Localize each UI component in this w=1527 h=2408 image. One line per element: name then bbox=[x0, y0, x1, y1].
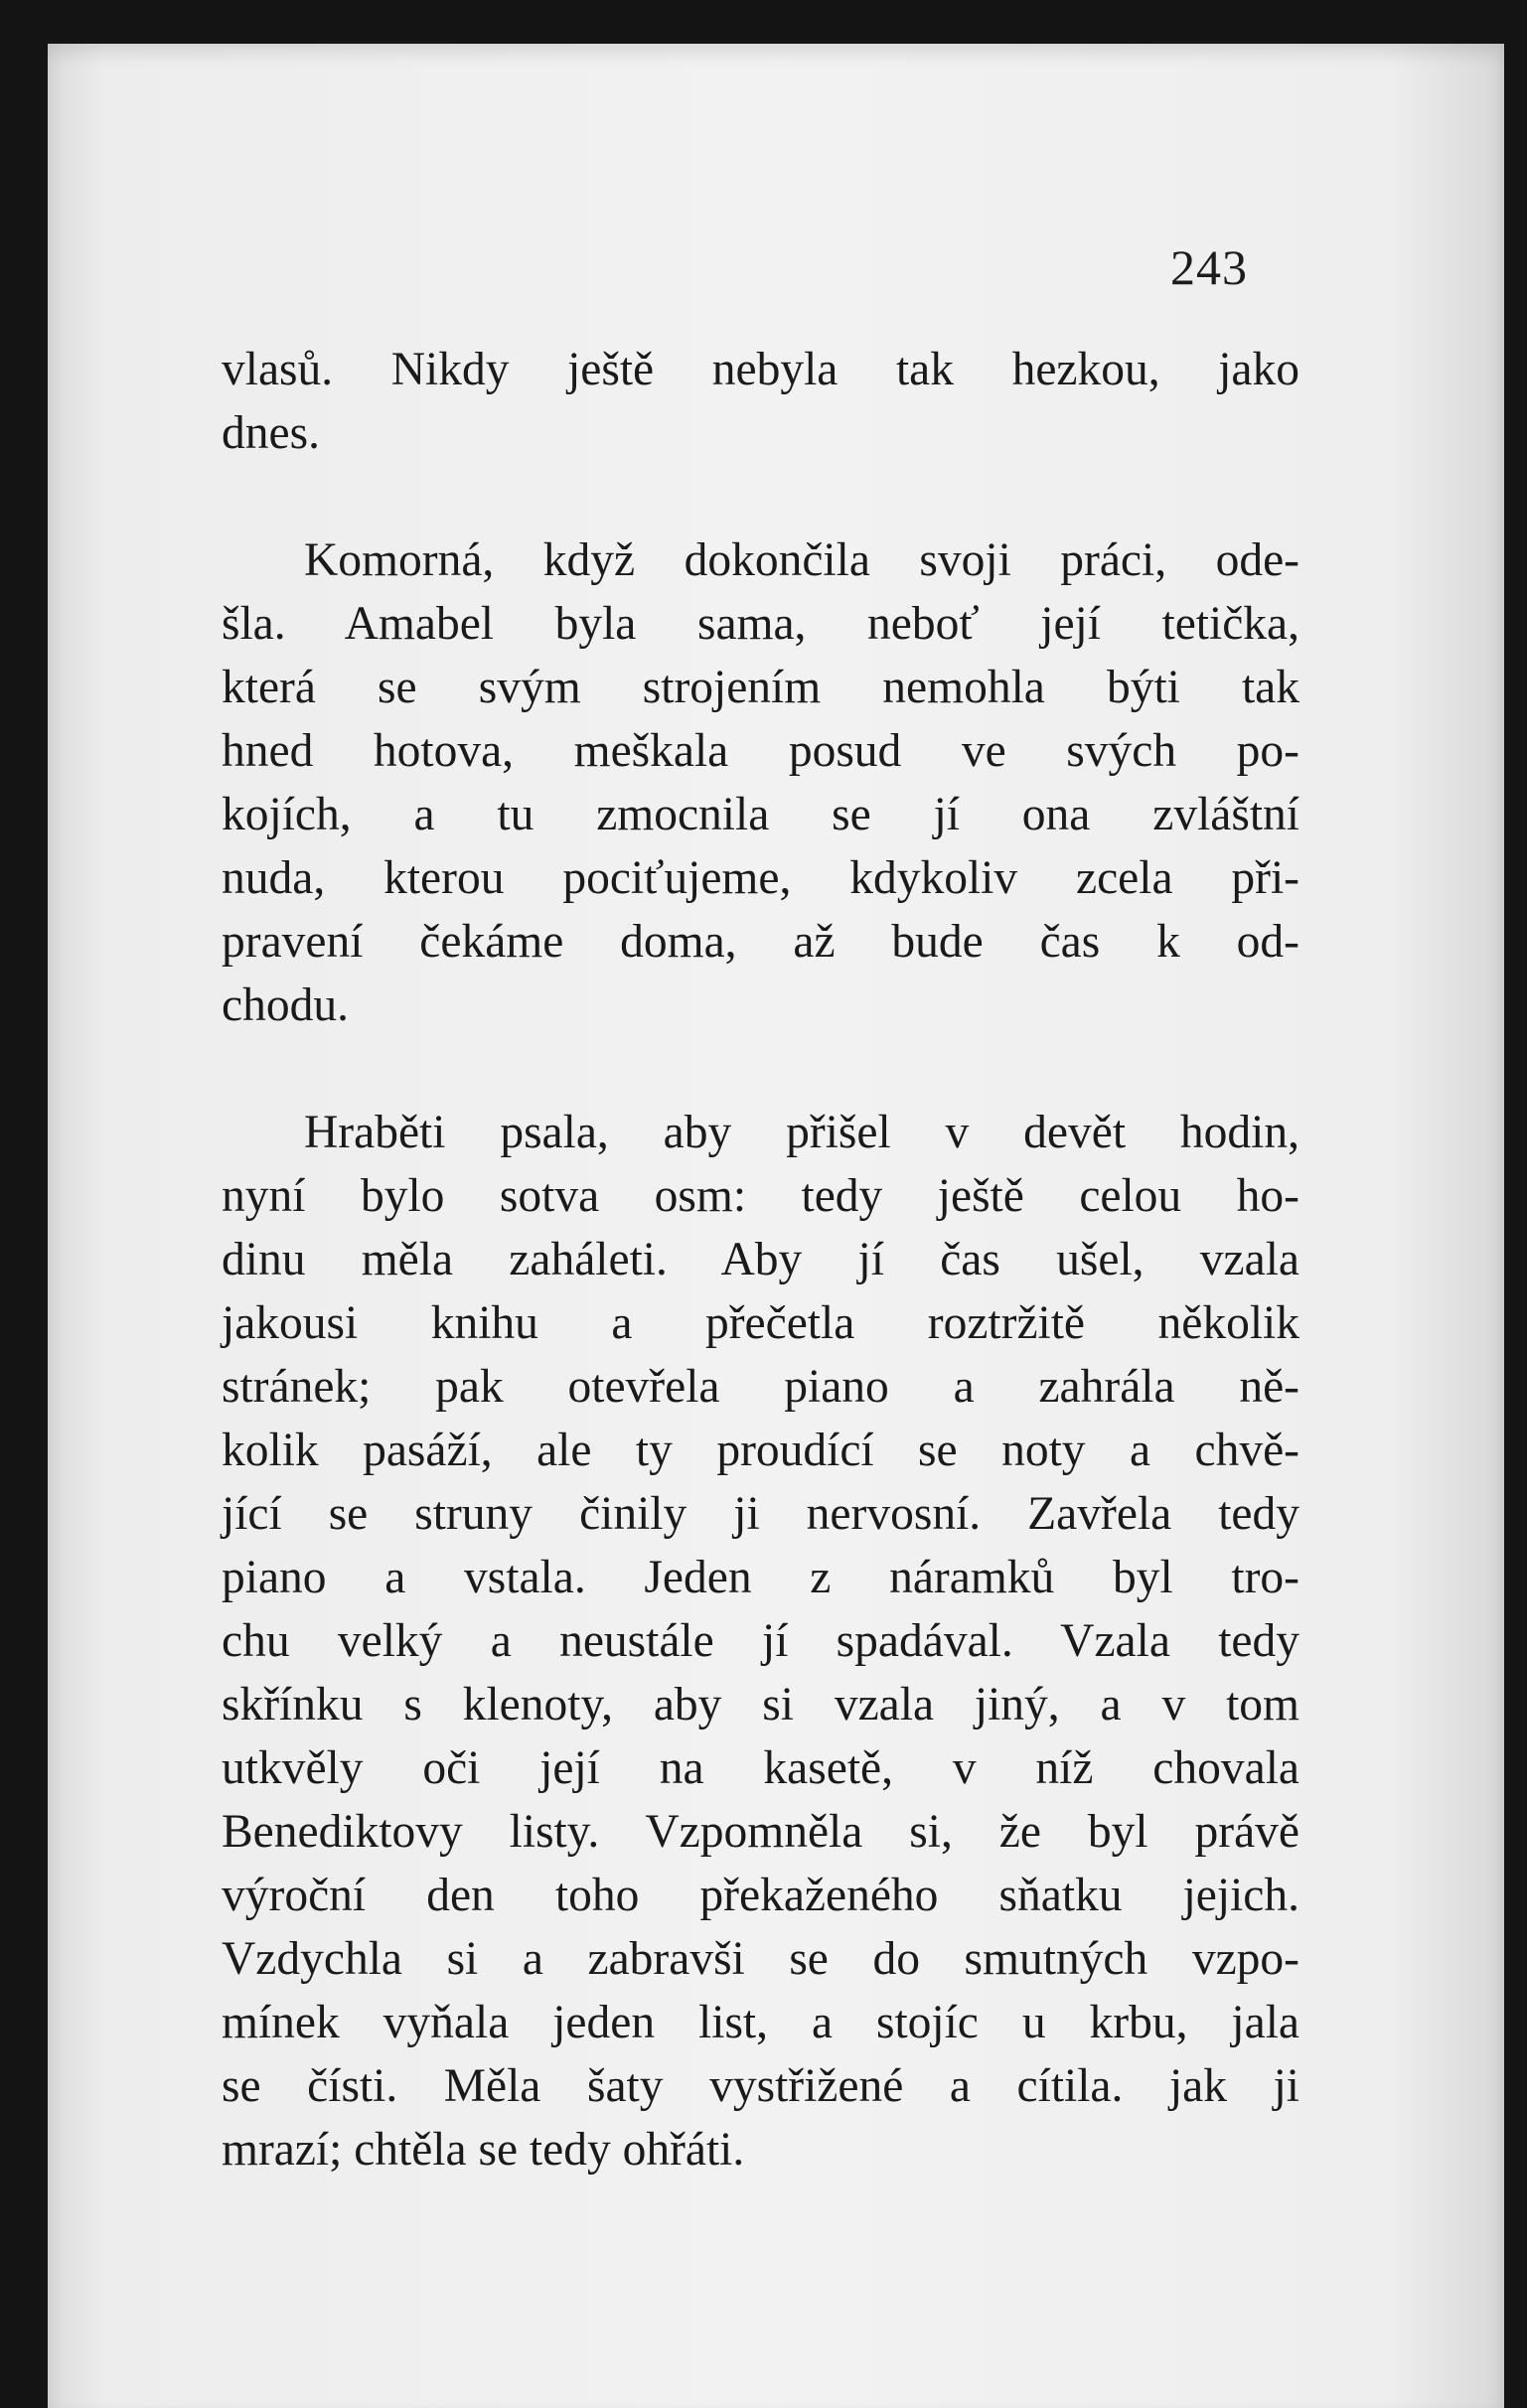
body-text bbox=[222, 338, 1299, 2182]
paragraph bbox=[222, 528, 1299, 1037]
text-line: pravení čekáme doma, až bude čas k od- bbox=[222, 916, 1299, 968]
text-line: utkvěly oči její na kasetě, v níž chovala bbox=[222, 1742, 1299, 1794]
text-line: se čísti. Měla šaty vystřižené a cítila. jak ji bbox=[222, 2060, 1299, 2112]
paragraph-gap bbox=[222, 465, 1299, 528]
text-line: Komorná, když dokončila svoji práci, ode- bbox=[304, 534, 1299, 586]
text-line: jící se struny činily ji nervosní. Zavřela tedy bbox=[222, 1488, 1299, 1540]
text-line: Benediktovy listy. Vzpomněla si, že byl právě bbox=[222, 1806, 1299, 1858]
text-line: která se svým strojením nemohla býti tak bbox=[222, 662, 1299, 713]
text-line: chodu. bbox=[222, 979, 349, 1031]
text-line: hned hotova, meškala posud ve svých po- bbox=[222, 725, 1299, 777]
text-line: jakousi knihu a přečetla roztržitě několik bbox=[222, 1297, 1299, 1349]
text-line: Hraběti psala, aby přišel v devět hodin, bbox=[304, 1107, 1299, 1158]
text-line: nyní bylo sotva osm: tedy ještě celou ho- bbox=[222, 1170, 1299, 1222]
paragraph bbox=[222, 1101, 1299, 2182]
text-line: šla. Amabel byla sama, neboť její tetička, bbox=[222, 598, 1299, 650]
book-page bbox=[48, 44, 1504, 2408]
text-line: chu velký a neustále jí spadával. Vzala tedy bbox=[222, 1615, 1299, 1667]
text-line: nuda, kterou pociťujeme, kdykoliv zcela při- bbox=[222, 852, 1299, 904]
text-line: skřínku s klenoty, aby si vzala jiný, a v tom bbox=[222, 1679, 1299, 1731]
text-line: piano a vstala. Jeden z náramků byl tro- bbox=[222, 1552, 1299, 1603]
text-line: Vzdychla si a zabravši se do smutných vzpo- bbox=[222, 1933, 1299, 1985]
text-line: dinu měla zaháleti. Aby jí čas ušel, vzala bbox=[222, 1234, 1299, 1285]
text-line: kojích, a tu zmocnila se jí ona zvláštní bbox=[222, 789, 1299, 840]
text-line: mínek vyňala jeden list, a stojíc u krbu, jala bbox=[222, 1997, 1299, 2048]
text-line: dnes. bbox=[222, 407, 320, 459]
paragraph-gap bbox=[222, 1037, 1299, 1101]
text-line: kolik pasáží, ale ty proudící se noty a chvě- bbox=[222, 1425, 1299, 1476]
text-line: výroční den toho překaženého sňatku jejich. bbox=[222, 1870, 1299, 1921]
text-line: mrazí; chtěla se tedy ohřáti. bbox=[222, 2124, 745, 2176]
page-number: 243 bbox=[1170, 239, 1248, 295]
text-line: vlasů. Nikdy ještě nebyla tak hezkou, jako bbox=[222, 344, 1299, 395]
paragraph bbox=[222, 338, 1299, 465]
text-line: stránek; pak otevřela piano a zahrála ně- bbox=[222, 1361, 1299, 1413]
